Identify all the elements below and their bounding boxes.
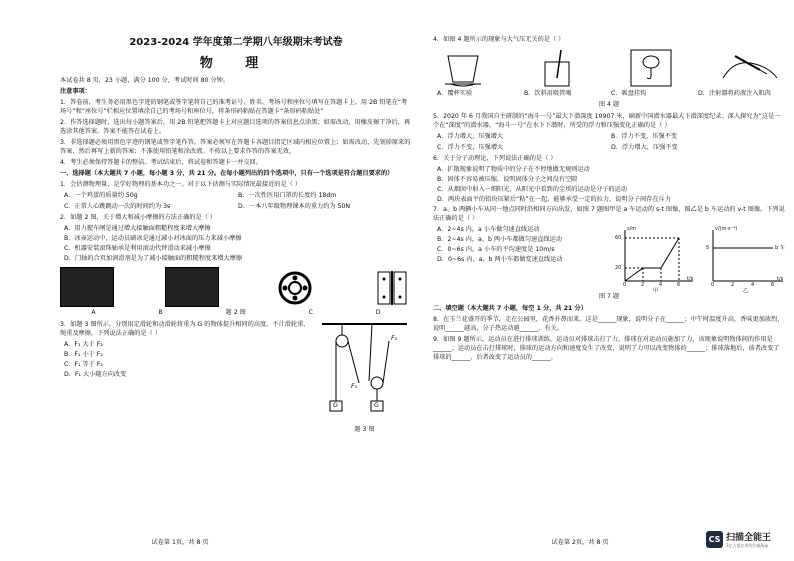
q9-text: 9．如图 9 题所示，运动员在进行排球训练，运动员对排球击打了力，排球在对运动员施加了力，该现象说明物体间的作用是______；运动员在击打排球时，排球的运动方向和速度发生了改变，说明了力可以改变物体的______；排球落地后，前者改变了排球的______，后者改变了运动员的______。 <box>433 335 780 361</box>
q7-jia-xlabel: t/s <box>687 275 694 282</box>
q7-options <box>433 226 603 292</box>
q8-text: 8．在玉兰花盛开的季节，走在公园里，花香扑鼻而来。这是______现象，说明分子在______；中午时温度升高，香味更加浓烈，说明______越高，分子热运动越______，有关。 <box>433 315 784 332</box>
q5-stem: 5．2020 年 6 月我国自主研制的“海斗一号”最大下潜深度 10907 米，刷新中国潜水器最大下潜深度纪录。深入探究为“这是一个在“深度”的潜水器，“海斗一号”在水下下潜时，所受的浮力和压强变化正确的是（ ） <box>433 112 781 129</box>
q7-jia-ytick-60: 60 <box>615 234 622 241</box>
q5-option-d: D．浮力增大，压强不变 <box>611 143 678 151</box>
q7-jia-ytick-20: 20 <box>615 264 622 271</box>
q7-jia-caption: 甲 <box>653 287 659 294</box>
q3-option-a: A．F₁ 大于 F₂ <box>64 341 103 349</box>
q2-photo-bike-brake <box>60 267 114 307</box>
q1-option-a: A．一个鸡蛋的质量约 50g <box>64 192 138 200</box>
q5-option-b: B．浮力不变，压强不变 <box>611 132 678 140</box>
q4-figures <box>433 48 785 88</box>
q7-jia-xtick-2: 2 <box>641 281 645 288</box>
q7-jia-xtick-0: 0 <box>623 281 627 288</box>
q5-option-a: A．浮力增大，压强增大 <box>437 132 504 140</box>
q4-option-a: A．覆杯实验 <box>437 89 473 97</box>
notes-heading: 注意事项： <box>60 88 91 96</box>
q4-option-c: C．吸盘挂钩 <box>611 89 647 97</box>
q7-jia-line <box>625 238 679 281</box>
q3-block <box>60 321 412 438</box>
q4-straw-drink-image <box>527 48 587 88</box>
q3-figure <box>317 321 412 438</box>
q7-jia-xtick-4: 4 <box>659 281 663 288</box>
q3-g-label-left: G <box>333 402 338 410</box>
q2-figure-labels <box>60 309 412 318</box>
right-column <box>433 36 785 365</box>
q7-caption: 图 7 题 <box>598 292 620 300</box>
q7-chart-jia <box>615 226 695 286</box>
q4-caption: 图 4 题 <box>598 100 620 108</box>
q3-caption: 题 3 图 <box>354 426 375 434</box>
q4-cup-experiment-image <box>433 48 493 88</box>
q3-pulley-diagram <box>317 321 412 421</box>
q7-yi-caption: 乙 <box>743 287 749 294</box>
q3-g-label-right: G <box>374 402 379 410</box>
q3-option-b: B．F₁ 小于 F₂ <box>64 351 103 358</box>
q1-option-b: B．一次性医用口罩的长度约 18dm <box>238 192 337 200</box>
footer-right: 试卷第 2页，共 8 页 <box>551 539 609 546</box>
q3-text <box>60 321 310 438</box>
q6-option-c: C．从烟囱中射入一细阳光，从阳光中看到的尘埃的运动是分子的运动 <box>437 185 627 193</box>
scanner-logo-icon: CS <box>706 531 723 548</box>
q3-f1-label: F₁ <box>351 383 358 391</box>
q2-option-c: C．机器安装滚珠轴承是利用滚动代替滑动来减小摩擦 <box>64 245 211 253</box>
q7-yi-ylabel: v/(m·s⁻¹) <box>715 225 738 232</box>
note-3: 3．非选择题必须用黑色字迹的钢笔或签字笔作答，答案必须写在答题卡各题目指定区域内相应位置上；如需改动，先划掉原来的答案，然后再写上新的答案；不准使用铅笔和涂改液。不按以上要求作答的答案无效。 <box>60 139 411 156</box>
q6-option-a: A．扩散现象说明了物质中的分子在不停地做无规则运动 <box>437 165 590 173</box>
q7-jia-ylabel: s/m <box>627 225 637 232</box>
q2-option-a: A．用力握车闸是通过增大接触面粗糙程度来增大摩擦 <box>64 225 211 233</box>
exam-title: 2023-2024 学年度第二学期八年级期末考试卷 <box>129 37 343 48</box>
q2-label-d: D <box>375 309 381 317</box>
q5-options-row1 <box>437 133 785 142</box>
q2-caption: 题 2 图 <box>225 309 246 317</box>
q3-option-c: C．F₁ 等于 F₂ <box>64 360 103 368</box>
scanner-watermark <box>706 530 771 549</box>
q7-yi-xtick-2: 2 <box>731 281 735 288</box>
q6-option-d: D．两块表面平的铅块压紧后“粘”在一起，能够承受一定的拉力，说明分子间存在斥力 <box>437 195 671 203</box>
q5-options-row2 <box>437 144 785 153</box>
q7-yi-xlabel: t/s <box>777 275 784 282</box>
q7-option-d: D．0~6s 内，a、b 两小车都做变速直线运动 <box>437 255 563 263</box>
q2-photo-curling <box>165 267 219 307</box>
q7-option-a: A．2~4s 内，a 小车做匀速直线运动 <box>437 225 540 233</box>
exam-intro: 本试卷共 8 页，23 小题，满分 100 分，考试时间 80 分钟。 <box>60 77 230 85</box>
note-4: 4．考生必须保持答题卡的整洁。考试结束后，将试卷和答题卡一并交回。 <box>60 159 262 167</box>
q4-stem: 4．如图 4 题所示的现象与大气压无关的是（ ） <box>433 36 565 43</box>
q7-yi-xtick-6: 6 <box>771 281 775 288</box>
exam-subject: 物 理 <box>199 55 273 71</box>
q7-block <box>433 226 785 292</box>
q2-stem: 2．如题 2 图，关于增大和减小摩擦的方法正确的是（ ） <box>60 214 217 222</box>
scanner-subtitle: 3亿人都在用的扫描App <box>726 543 769 548</box>
q1-options-row2 <box>64 203 412 212</box>
section1-heading: 一、选择题（本大题共 7 小题，每小题 3 分，共 21 分。在每小题列出的四个选项中，只有一个选项是符合题目要求的） <box>60 170 394 178</box>
q4-option-d: D．注射器将药液注入肌肉 <box>698 89 771 97</box>
q1-options-row1 <box>64 192 412 201</box>
q2-option-d: D．门轴的合页加润滑剂是为了减小接触面的粗糙程度来增大摩擦 <box>64 255 243 263</box>
scanner-title: 扫描全能王 <box>726 533 772 543</box>
q6-stem: 6．关于分子动理论，下列说法正确的是（ ） <box>433 154 557 162</box>
q4-suction-hook-image <box>621 48 681 88</box>
q2-label-c: C <box>308 309 313 317</box>
q3-stem: 3．如题 3 图所示，分别用定滑轮和动滑轮将重为 G 的物体提升相同的高度，不计滑轮重、绳重及摩擦，下列说法正确的是（ ） <box>60 321 310 338</box>
q6-option-b: B．固体不容易被压缩，说明固体分子之间没有空隙 <box>437 175 578 183</box>
q7-yi-yvalue: 5 <box>706 244 710 251</box>
q3-option-d: D．F₁ 大小随方向改变 <box>64 370 127 378</box>
footer-left: 试卷第 1页，共 8 页 <box>151 539 209 546</box>
q4-option-b: B．饮料用吸管喝 <box>524 89 572 97</box>
q2-label-a: A <box>91 309 96 317</box>
q2-figures <box>60 267 412 307</box>
q1-option-d: D．一本八年级物理课本的重力约为 50N <box>238 203 351 211</box>
q1-option-c: C．正常人心跳跳动一次的时间约为 3s <box>64 203 171 211</box>
q7-chart-yi <box>703 226 785 286</box>
q7-yi-series-label: b 车 <box>775 244 785 251</box>
note-1: 1．答卷前，考生务必用黑色字迹的钢笔或签字笔将自己的准考证号、姓名、考场号和座位号填写在答题卡上。用 2B 铅笔在“考场号”和“座位号”栏相应位置填涂自己的考场号和座位号，将条形码粘贴在答题卡“条形码粘贴处” <box>60 99 408 116</box>
left-column <box>60 36 412 438</box>
note-2: 2．作答选择题时，选出每小题答案后，用 2B 铅笔把答题卡上对应题目选项的答案信息点涂黑；如需改动，用橡皮擦干净后，再选涂其他答案。答案不能答在试卷上。 <box>60 119 411 136</box>
q2-option-b: B．冰壶运动中，运动员刷冰是通过减小对冰面的压力来减小摩擦 <box>64 235 242 243</box>
q4-syringe-image <box>715 48 785 88</box>
q7-yi-xtick-0: 0 <box>711 281 715 288</box>
q1-stem: 1．会估测物理量，是学好物理的基本功之一。对于以下估测与实际情况最接近的是（ ） <box>60 181 302 189</box>
q7-stem: 7．a、b 两辆小车从同一地点同时沿相同方向出发，如图 7 题图甲是 a 车运动的 s-t 图像，图乙是 b 车运动的 v-t 图像。下列说法正确的是（ ） <box>433 205 785 222</box>
q2-label-b: B <box>158 309 163 317</box>
q4-options <box>437 90 785 99</box>
q2-ball-bearing-image <box>269 269 321 307</box>
q2-hinge-image <box>372 269 412 307</box>
q3-f2-label: F₂ <box>391 335 398 343</box>
scanner-text <box>726 530 771 549</box>
q7-figures <box>615 226 785 292</box>
q7-yi-xtick-4: 4 <box>751 281 755 288</box>
q5-option-c: C．浮力不变，压强增大 <box>437 143 504 151</box>
q7-option-b: B．2~4s 内，a、b 两小车都做匀速直线运动 <box>437 235 562 243</box>
q7-option-c: C．0~6s 内，a 小车的平均速度是 10m/s <box>437 245 555 253</box>
q7-jia-xtick-6: 6 <box>677 281 681 288</box>
section2-heading: 二、填空题（本大题共 7 小题，每空 1 分，共 21 分） <box>433 304 587 312</box>
